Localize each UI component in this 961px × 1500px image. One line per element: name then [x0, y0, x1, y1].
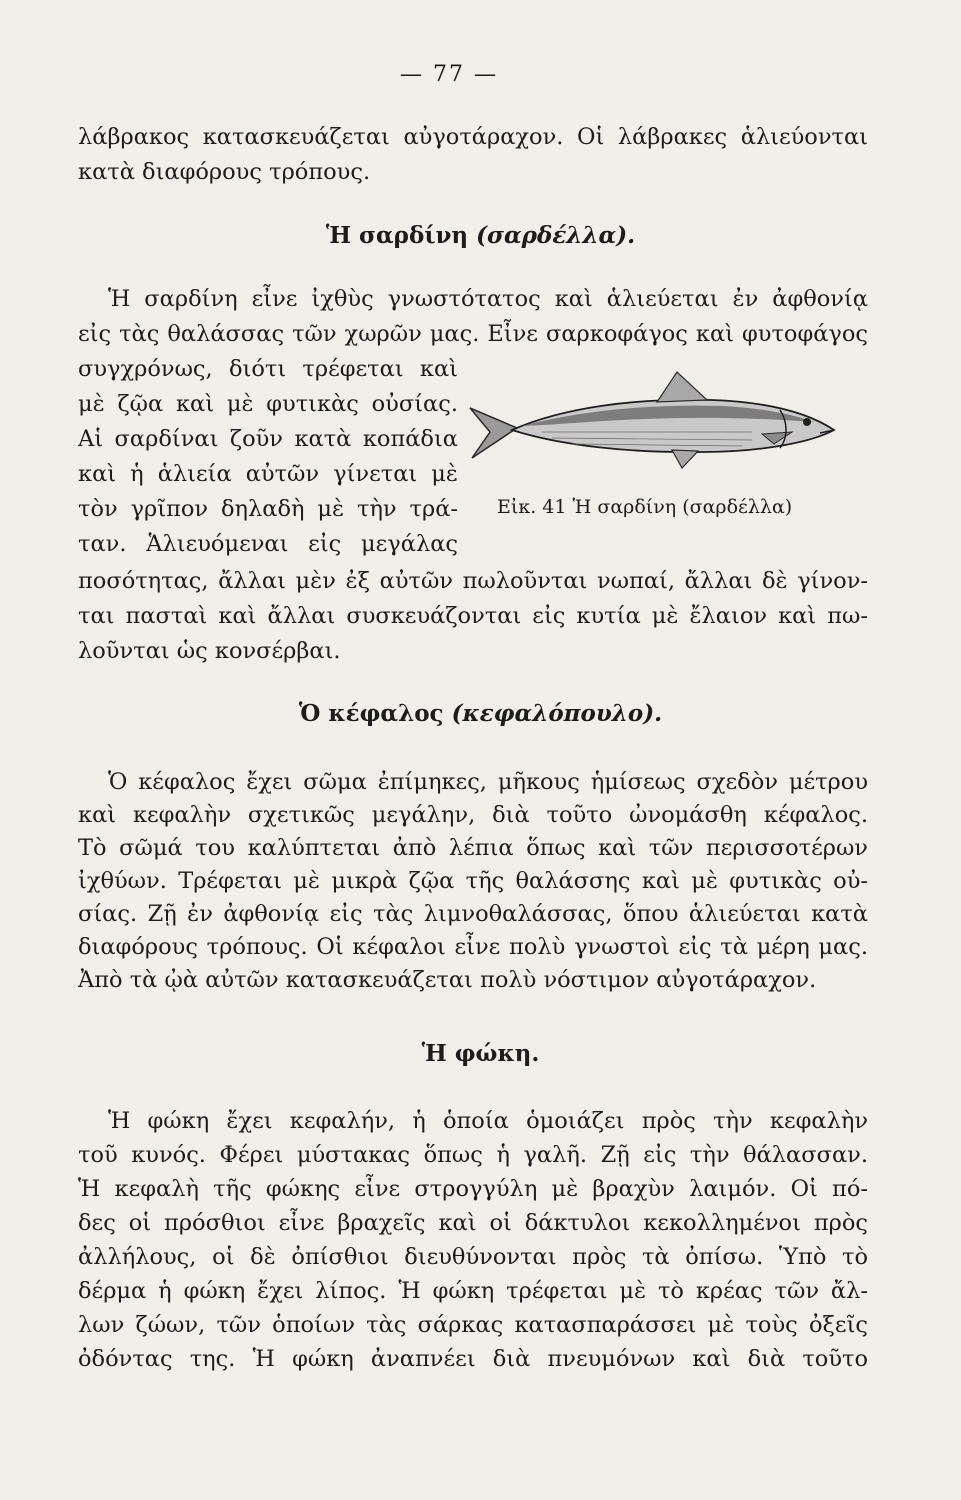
section-heading-seal: [0, 1040, 961, 1067]
text-line: μὲ ζῷα καὶ μὲ φυτικὰς οὐσίας.: [78, 391, 458, 417]
section-heading-mullet: [0, 700, 961, 727]
sardine-paragraph-bottom: [78, 564, 868, 669]
text-line: καὶ ἡ ἁλιεία αὐτῶν γίνεται μὲ: [78, 461, 458, 487]
sardine-paragraph-wrap: [78, 352, 458, 562]
text-line: κατὰ διαφόρους τρόπους.: [78, 159, 371, 185]
text-line: λων ζώων, τῶν ὁποίων τὰς σάρκας κατασπαράσσει μὲ τοὺς ὀξεῖς: [78, 1312, 868, 1338]
text-line: λάβρακος κατασκευάζεται αὐγοτάραχον. Οἱ λάβρακες ἁλιεύονται: [78, 124, 868, 150]
heading-subtitle: (κεφαλόπουλο).: [451, 700, 663, 727]
text-line: τοῦ κυνός. Φέρει μύστακας ὅπως ἡ γαλῆ. Ζῇ εἰς τὴν θάλασσαν.: [78, 1142, 868, 1168]
text-line: τὸν γρῖπον δηλαδὴ μὲ τὴν τρά-: [78, 496, 458, 522]
figure-caption: Εἰκ. 41 Ἡ σαρδίνη (σαρδέλλα): [497, 496, 793, 518]
intro-paragraph: [78, 120, 868, 190]
text-line: Ἀπὸ τὰ ᾠὰ αὐτῶν κατασκευάζεται πολὺ νόστιμον αὐγοτάραχον.: [78, 967, 817, 993]
heading-title: Ὁ κέφαλος: [298, 700, 444, 727]
text-line: Ἡ φώκη ἔχει κεφαλήν, ἡ ὁποία ὁμοιάζει πρὸς τὴν κεφαλὴν: [108, 1108, 868, 1134]
mullet-paragraph: [78, 766, 868, 997]
text-line: Ὁ κέφαλος ἔχει σῶμα ἐπίμηκες, μῆκους ἡμίσεως σχεδὸν μέτρου: [108, 769, 868, 795]
text-line: καὶ κεφαλὴν σχετικῶς μεγάλην, διὰ τοῦτο ὠνομάσθη κέφαλος.: [78, 802, 868, 828]
text-line: ὀδόντας της. Ἡ φώκη ἀναπνέει διὰ πνευμόνων καὶ διὰ τοῦτο: [78, 1346, 868, 1372]
section-heading-sardine: [0, 222, 961, 249]
text-line: Ἡ κεφαλὴ τῆς φώκης εἶνε στρογγύλη μὲ βραχὺν λαιμόν. Οἱ πό-: [78, 1176, 868, 1202]
text-line: Ἡ σαρδίνη εἶνε ἰχθὺς γνωστότατος καὶ ἁλιεύεται ἐν ἀφθονίᾳ: [108, 286, 868, 312]
seal-paragraph: [78, 1104, 868, 1376]
heading-title: Ἡ φώκη.: [421, 1040, 540, 1067]
page-number: — 77 —: [400, 62, 498, 87]
text-line: ἰχθύων. Τρέφεται μὲ μικρὰ ζῷα τῆς θαλάσσης καὶ μὲ φυτικὰς οὐ-: [78, 868, 868, 894]
text-line: ἀλλήλους, οἱ δὲ ὀπίσθιοι διευθύνονται πρὸς τὰ ὀπίσω. Ὑπὸ τὸ: [78, 1244, 868, 1270]
text-line: σίας. Ζῇ ἐν ἀφθονίᾳ εἰς τὰς λιμνοθαλάσσας, ὅπου ἁλιεύεται κατὰ: [78, 901, 868, 927]
text-line: δέρμα ἡ φώκη ἔχει λίπος. Ἡ φώκη τρέφεται μὲ τὸ κρέας τῶν ἄλ-: [78, 1278, 868, 1304]
text-line: λοῦνται ὡς κονσέρβαι.: [78, 638, 341, 664]
text-line: ται πασταὶ καὶ ἄλλαι συσκευάζονται εἰς κυτία μὲ ἔλαιον καὶ πω-: [78, 603, 868, 629]
heading-title: Ἡ σαρδίνη: [325, 222, 469, 249]
text-line: Τὸ σῶμά του καλύπτεται ἀπὸ λέπια ὅπως καὶ τῶν περισσοτέρων: [78, 835, 868, 861]
text-line: ταν. Ἁλιευόμεναι εἰς μεγάλας: [78, 531, 458, 557]
text-line: Αἱ σαρδίναι ζοῦν κατὰ κοπάδια: [78, 426, 458, 452]
text-line: εἰς τὰς θαλάσσας τῶν χωρῶν μας. Εἶνε σαρκοφάγος καὶ φυτοφάγος: [78, 321, 868, 347]
sardine-paragraph-top: [78, 282, 868, 352]
text-line: συγχρόνως, διότι τρέφεται καὶ: [78, 356, 458, 382]
sardine-fish-illustration: [462, 360, 867, 490]
text-line: ποσότητας, ἄλλαι μὲν ἐξ αὐτῶν πωλοῦνται νωπαί, ἄλλαι δὲ γίνον-: [78, 568, 868, 594]
text-line: διαφόρους τρόπους. Οἱ κέφαλοι εἶνε πολὺ γνωστοὶ εἰς τὰ μέρη μας.: [78, 934, 868, 960]
heading-subtitle: (σαρδέλλα).: [476, 222, 636, 249]
text-line: δες οἱ πρόσθιοι εἶνε βραχεῖς καὶ οἱ δάκτυλοι κεκολλημένοι πρὸς: [78, 1210, 868, 1236]
